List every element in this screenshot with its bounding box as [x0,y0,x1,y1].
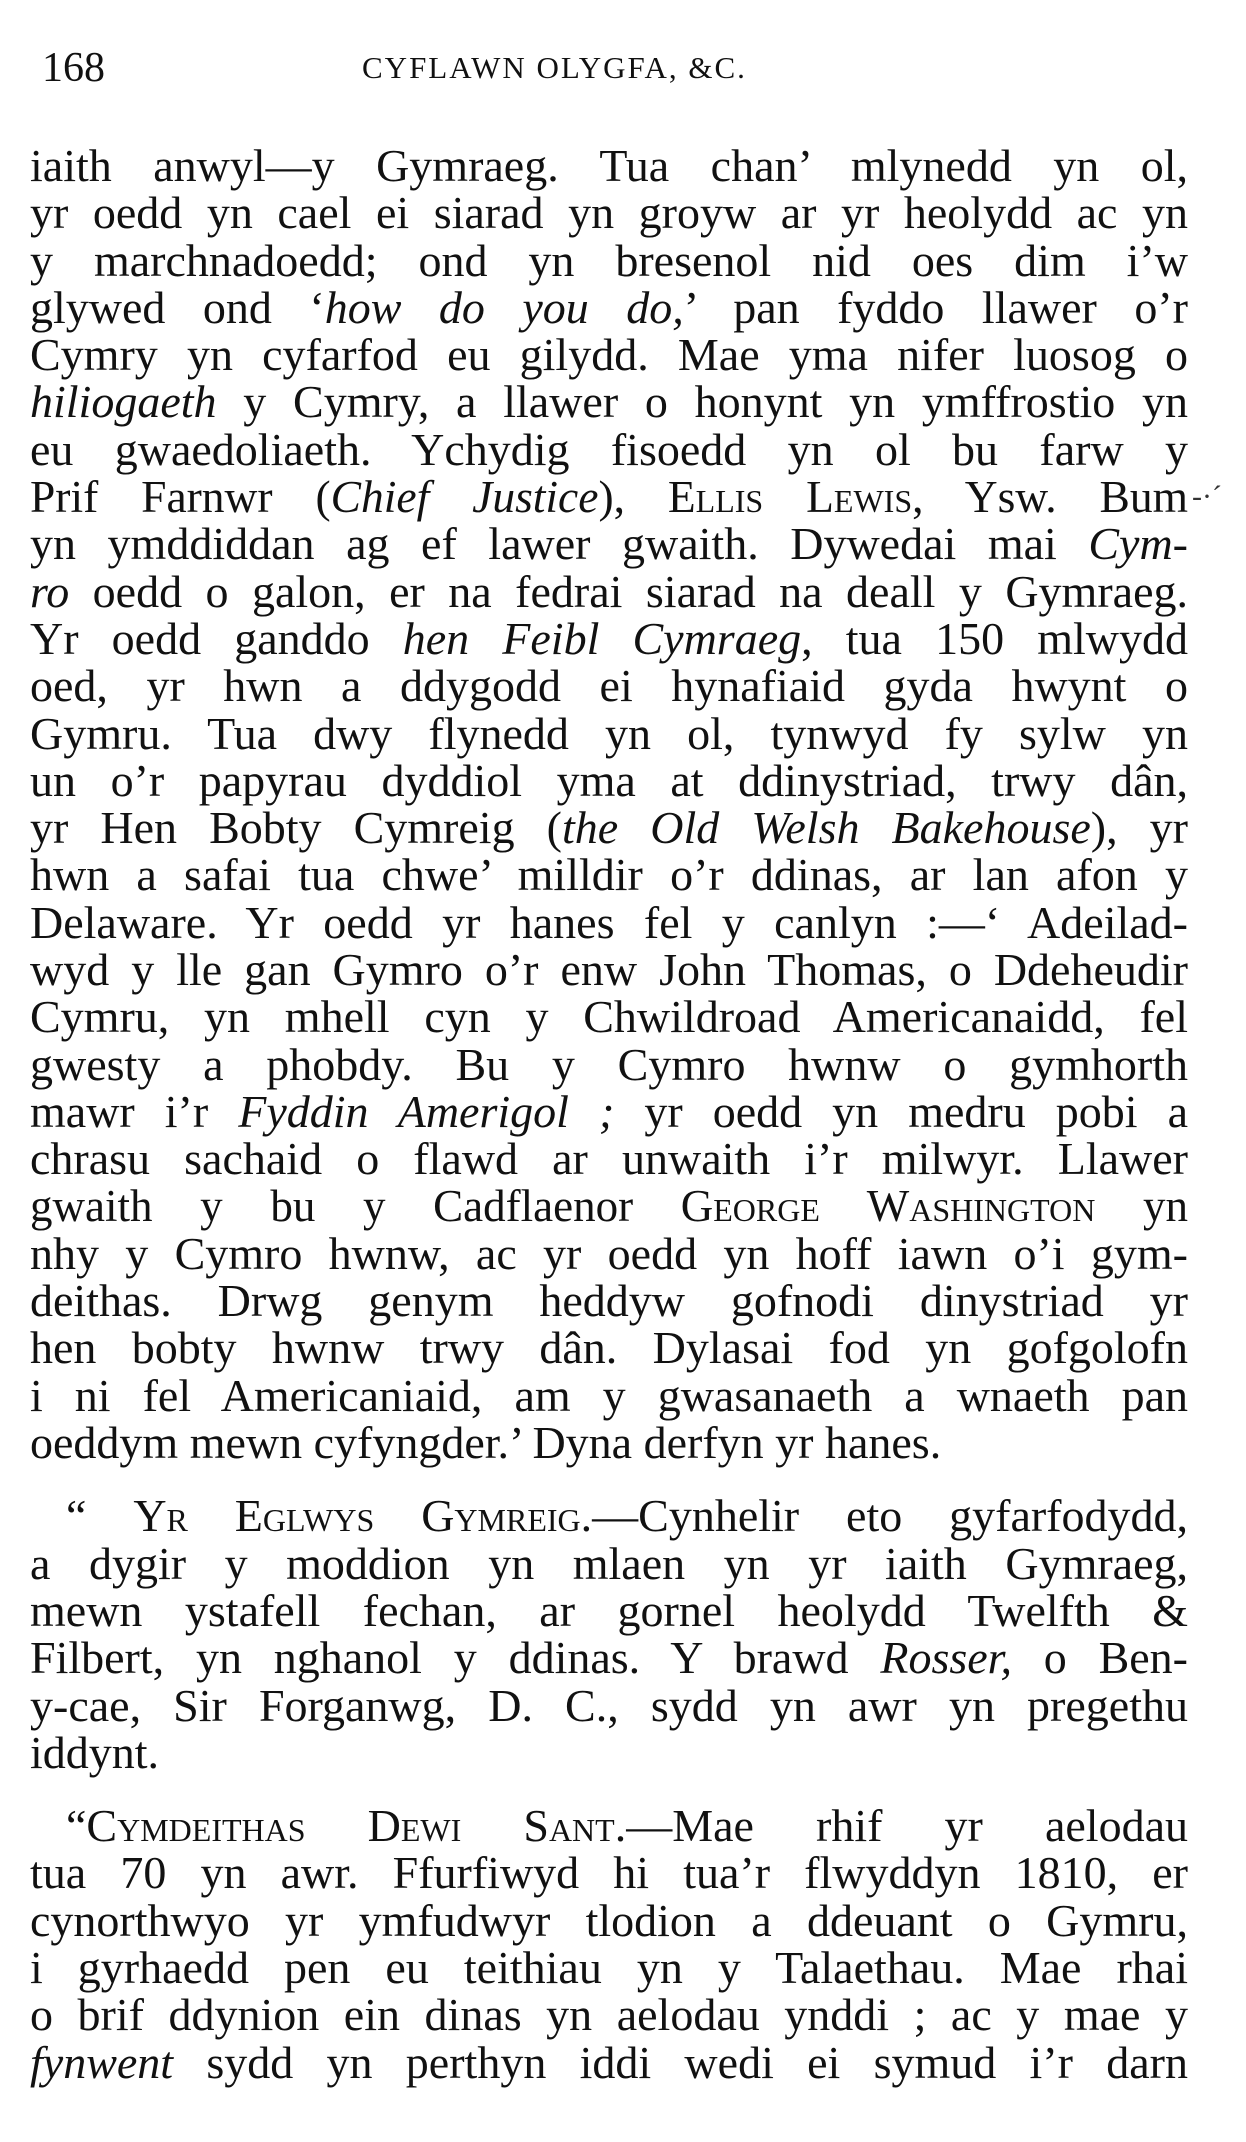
text-line: oeddym mewn cyfyngder.’ Dyna derfyn yr hanes. [30,1417,942,1469]
text-line [30,471,1188,523]
small-caps-name: Ellis Lewis [667,471,913,523]
text-line: yr oedd yn cael ei siarad yn groyw ar yr heolydd ac yn [30,187,1188,239]
text-line [30,1800,1188,1852]
text-line [30,281,1188,333]
text-span: Yr oedd ganddo [30,612,403,664]
body-text [30,142,1188,2086]
text-span: yr oedd yn medru pobi a [614,1085,1188,1137]
text-span: yn [1095,1180,1188,1231]
text-line [30,2036,1188,2088]
text-line [30,1632,1188,1684]
italic-phrase: ro [30,565,70,617]
small-caps-heading: Cymdeithas Dewi Sant [86,1800,615,1852]
text-span: “ [66,1490,134,1542]
text-line: a dygir y moddion yn mlaen yn yr iaith Gymraeg, [30,1537,1188,1589]
small-caps-heading: Yr Eglwys Gymreig [133,1490,581,1542]
text-line [30,1180,1188,1231]
text-line: Cymru, yn mhell cyn y Chwildroad Americanaidd, fel [30,991,1188,1043]
text-line: Gymru. Tua dwy flynedd yn ol, tynwyd fy sylw yn [30,707,1188,759]
margin-mark: -·´ [1192,480,1222,513]
text-line: cynorthwyo yr ymfudwyr tlodion a ddeuant o Gymru, [30,1894,1188,1946]
paragraph-gap [30,1466,1188,1492]
text-line [30,518,1188,570]
text-line [30,565,1188,617]
italic-phrase: Fyddin Amerigol ; [238,1085,615,1137]
text-line: wyd y lle gan Gymro o’r enw John Thomas, o Ddeheudir [30,944,1188,996]
text-line: chrasu sachaid o flawd ar unwaith i’r milwyr. Llawer [30,1133,1188,1185]
page-number: 168 [42,45,105,91]
paragraph-1 [30,140,1188,1469]
text-line: iaith anwyl—y Gymraeg. Tua chan’ mlynedd yn ol, [30,140,1188,191]
text-span: sydd yn perthyn iddi wedi ei symud i’r darn [173,2036,1188,2088]
text-span: oedd o galon, er na fedrai siarad na deall y Gymraeg. [69,565,1188,617]
text-line: i ni fel Americaniaid, am y gwasanaeth a wnaeth pan [30,1369,1188,1421]
italic-phrase: Cym- [1088,518,1188,570]
text-line: hwn a safai tua chwe’ milldir o’r ddinas, ar lan afon y [30,849,1188,901]
paragraph-gap [30,1776,1188,1802]
text-span: .—Cynhelir eto gyfarfodydd, [580,1490,1188,1542]
text-line [30,376,1188,428]
text-line: gwesty a phobdy. Bu y Cymro hwnw o gymhorth [30,1038,1188,1090]
text-line: i gyrhaedd pen eu teithiau yn y Talaethau. Mae rhai [30,1941,1188,1993]
italic-phrase: hen Feibl Cymraeg [402,612,802,664]
text-line: iddynt. [30,1726,160,1778]
italic-phrase: hiliogaeth [30,376,217,428]
text-line: eu gwaedoliaeth. Ychydig fisoedd yn ol bu farw y [30,423,1188,475]
paragraph-3 [30,1802,1188,2086]
text-line: Cymry yn cyfarfod eu gilydd. Mae yma nifer luosog o [30,329,1188,381]
text-span: ), [598,471,668,523]
text-line: hen bobty hwnw trwy dân. Dylasai fod yn gofgolofn [30,1322,1188,1374]
text-span: yr Hen Bobty Cymreig ( [30,802,562,854]
paragraph-2 [30,1492,1188,1776]
text-line [30,1490,1188,1542]
text-span: Filbert, yn nghanol y ddinas. Y brawd [30,1632,881,1684]
small-caps-name: George Washington [680,1180,1096,1231]
text-line: mewn ystafell fechan, ar gornel heolydd Twelfth & [30,1584,1188,1636]
text-line [30,1085,1188,1137]
text-span: ), yr [1090,802,1188,854]
text-span: ’ pan fyddo llawer o’r [683,281,1188,333]
text-line: o brif ddynion ein dinas yn aelodau ynddi ; ac y mae y [30,1989,1188,2041]
italic-phrase: Rosser, [880,1632,1012,1684]
running-title: CYFLAWN OLYGFA, &C. [362,50,747,85]
text-line: Delaware. Yr oedd yr hanes fel y canlyn :—‘ Adeilad- [30,896,1188,948]
text-span: gwaith y bu y Cadflaenor [30,1180,681,1231]
italic-phrase: Chief Justice [330,471,599,523]
italic-phrase: fynwent [30,2036,174,2088]
text-line: y marchnadoedd; ond yn bresenol nid oes dim i’w [30,234,1188,286]
text-span: glywed ond ‘ [30,281,325,333]
text-span: , tua 150 mlwydd [801,612,1188,664]
text-line: tua 70 yn awr. Ffurfiwyd hi tua’r flwyddyn 1810, er [30,1847,1188,1899]
italic-phrase: the Old Welsh Bakehouse [561,802,1091,854]
text-span: “ [66,1800,87,1852]
text-span: o Ben- [1011,1632,1188,1684]
text-line: oed, yr hwn a ddygodd ei hynafiaid gyda hwynt o [30,660,1188,712]
text-line: nhy y Cymro hwnw, ac yr oedd yn hoff iawn o’i gym- [30,1227,1188,1279]
text-span: y Cymry, a llawer o honynt yn ymffrostio yn [216,376,1188,428]
running-head [42,38,1192,98]
text-line: un o’r papyrau dyddiol yma at ddinystriad, trwy dân, [30,754,1188,806]
text-line: deithas. Drwg genym heddyw gofnodi dinystriad yr [30,1275,1188,1327]
italic-phrase: how do you do, [324,281,684,333]
text-line: y-cae, Sir Forganwg, D. C., sydd yn awr yn pregethu [30,1679,1188,1731]
text-span: mawr i’r [30,1085,239,1137]
text-span: Prif Farnwr ( [30,471,331,523]
text-line [30,612,1188,664]
text-span: .—Mae rhif yr aelodau [614,1800,1188,1852]
text-span: , Ysw. Bum [912,471,1188,523]
text-line [30,802,1188,854]
text-span: yn ymddiddan ag ef lawer gwaith. Dywedai mai [30,518,1089,570]
